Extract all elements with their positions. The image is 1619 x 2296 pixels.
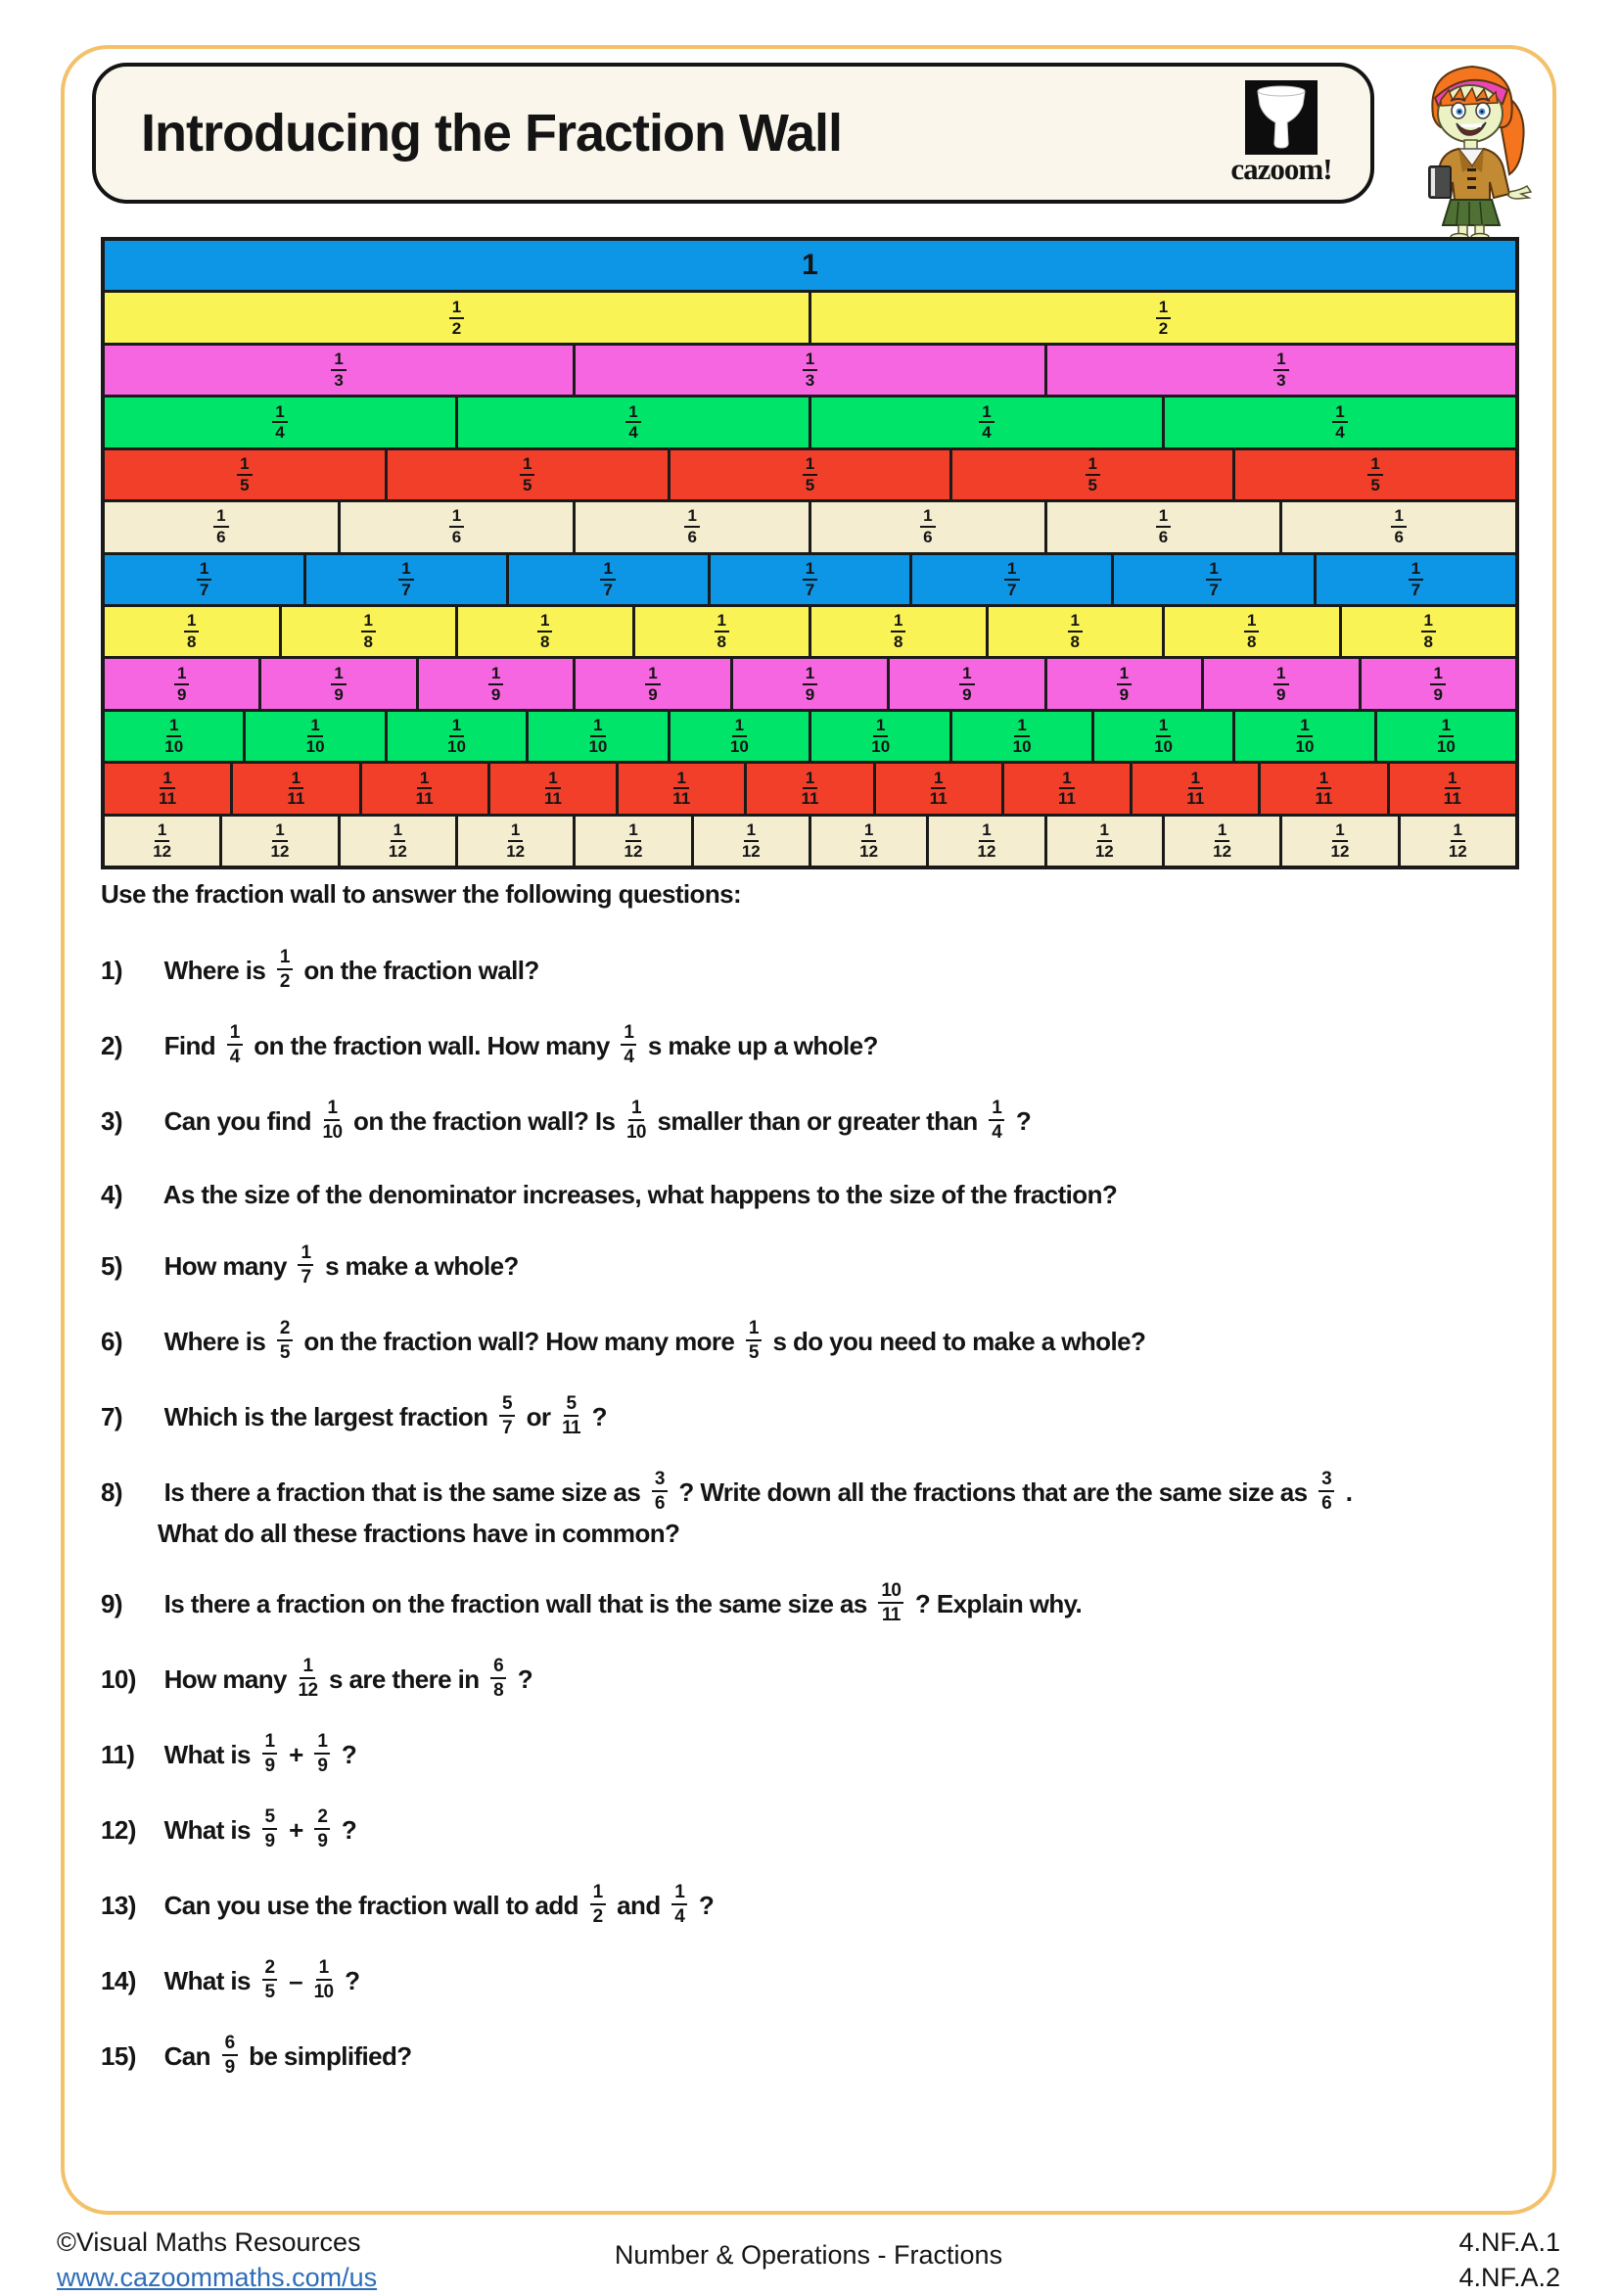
wall-cell: [219, 817, 337, 866]
wall-fraction-label: 1 6: [684, 507, 699, 546]
wall-cell: [809, 817, 926, 866]
wall-cell: [1232, 450, 1515, 499]
wall-fraction-label: 1 11: [543, 768, 562, 809]
wall-fraction-label: 1 6: [1391, 507, 1406, 546]
footer-left: [57, 2225, 478, 2296]
question-number: 5): [101, 1250, 122, 1281]
wall-cell: [691, 817, 809, 866]
wall-fraction-label: 1 10: [871, 716, 891, 756]
wall-cell: [1258, 764, 1386, 813]
wall-fraction-label: 1 8: [715, 612, 729, 651]
inline-fraction: $\frac{1}{10}$: [625, 1098, 646, 1143]
question-number: 9): [101, 1589, 122, 1619]
wall-cell: [385, 712, 526, 761]
wall-row-1-3: [105, 343, 1515, 395]
footer-copyright: ©Visual Maths Resources: [57, 2227, 361, 2257]
wall-fraction-label: 1 4: [1332, 403, 1347, 443]
wall-fraction-label: 1 10: [1295, 716, 1315, 756]
question-number: 7): [101, 1401, 122, 1431]
inline-fraction: $\frac{1}{9}$: [314, 1732, 330, 1775]
wall-cell: [105, 555, 303, 604]
wall-cell: [926, 817, 1043, 866]
wall-cell: [359, 764, 487, 813]
inline-fraction: $\frac{1}{12}$: [298, 1656, 318, 1702]
wall-fraction-label: 1 11: [1315, 768, 1333, 809]
question-item: 8) Is there a fraction that is the same size as $\frac{3}{6}$ ? Write down all the fractions that are the same size as $\frac{3}{6}$ . What do all these fractions have in common?: [101, 1468, 1353, 1548]
question-item: 7) Which is the largest fraction $\frac{5}{7}$ or $\frac{5}{11}$ ?: [101, 1392, 607, 1438]
wall-fraction-label: 1 2: [1156, 299, 1171, 338]
wall-cell: [105, 817, 219, 866]
inline-fraction: $\frac{1}{5}$: [746, 1319, 762, 1362]
question-number: 2): [101, 1030, 122, 1060]
wall-cell: [105, 607, 279, 656]
wall-fraction-label: 1 5: [1367, 455, 1382, 494]
wall-cell: [1279, 502, 1515, 551]
wall-fraction-label: 1 12: [270, 820, 290, 861]
wall-fraction-label: 1 9: [488, 665, 503, 704]
wall-fraction-label: 1 3: [331, 351, 346, 390]
wall-fraction-label: 1 8: [537, 612, 552, 651]
footer-standards: [1139, 2225, 1560, 2296]
wall-cell: [632, 607, 810, 656]
wall-cell: [526, 712, 667, 761]
wall-cell: [573, 659, 729, 708]
question-number: 14): [101, 1966, 136, 1996]
question-number: 6): [101, 1326, 122, 1356]
wall-row-1-4: [105, 395, 1515, 446]
wall-fraction-label: 1 8: [184, 612, 199, 651]
inline-fraction: $\frac{1}{4}$: [671, 1883, 687, 1926]
wall-fraction-label: 1 4: [979, 403, 994, 443]
question-item: 9) Is there a fraction on the fraction wall that is the same size as $\frac{10}{11}$ ? Explain why.: [101, 1580, 1083, 1626]
inline-fraction: $\frac{1}{10}$: [313, 1957, 334, 2003]
wall-cell: [744, 764, 872, 813]
wall-cell: [1387, 764, 1515, 813]
wall-fraction-label: 1 9: [645, 665, 660, 704]
wall-fraction-label: 1 7: [398, 560, 413, 599]
question-number: 4): [101, 1180, 122, 1209]
wall-fraction-label: 1 12: [506, 820, 526, 861]
wall-fraction-label: 1 9: [174, 665, 189, 704]
wall-cell: [1044, 659, 1201, 708]
wall-fraction-label: 1 7: [1206, 560, 1221, 599]
inline-fraction: $\frac{1}{2}$: [277, 948, 293, 991]
inline-fraction: $\frac{1}{9}$: [262, 1732, 278, 1775]
wall-cell: [730, 659, 887, 708]
wall-cell: [279, 607, 456, 656]
wall-cell: [668, 450, 950, 499]
wall-fraction-label: 1 4: [272, 403, 287, 443]
wall-cell: [258, 659, 415, 708]
wall-fraction-label: 1 11: [1058, 768, 1076, 809]
wall-fraction-label: 1 3: [1273, 351, 1288, 390]
wall-cell: [809, 607, 986, 656]
wall-fraction-label: 1 12: [1094, 820, 1114, 861]
wall-fraction-label: 1 12: [1448, 820, 1467, 861]
wall-whole-label: 1: [802, 249, 818, 282]
footer-standard: 4.NF.A.1: [1458, 2227, 1560, 2257]
wall-cell: [1374, 712, 1515, 761]
wall-cell: [416, 659, 573, 708]
wall-row-1-2: [105, 290, 1515, 342]
wall-row-1-9: [105, 656, 1515, 708]
wall-cell: [708, 555, 909, 604]
wall-fraction-label: 1 7: [803, 560, 817, 599]
question-item: 11) What is $\frac{1}{9}$ + $\frac{1}{9}$ ?: [101, 1731, 357, 1777]
wall-cell: [506, 555, 708, 604]
wall-cell: [809, 502, 1044, 551]
wall-fraction-label: 1 11: [1186, 768, 1205, 809]
question-item: 13) Can you use the fraction wall to add $\frac{1}{2}$ and $\frac{1}{4}$ ?: [101, 1882, 715, 1928]
wall-cell: [105, 712, 243, 761]
wall-fraction-label: 1 12: [741, 820, 761, 861]
wall-row-1-8: [105, 604, 1515, 656]
teacher-character-illustration: [1408, 57, 1545, 241]
questions-intro: Use the fraction wall to answer the following questions:: [101, 879, 742, 909]
inline-fraction: $\frac{2}{5}$: [277, 1319, 293, 1362]
question-number: 10): [101, 1664, 136, 1695]
wall-fraction-label: 1 6: [449, 507, 464, 546]
wall-fraction-label: 1 10: [1012, 716, 1032, 756]
footer: [57, 2225, 1560, 2296]
inline-fraction: $\frac{5}{7}$: [499, 1394, 515, 1437]
fraction-wall: [101, 237, 1519, 869]
wall-cell: [1398, 817, 1515, 866]
wall-cell: [230, 764, 358, 813]
footer-standard: 4.NF.A.2: [1458, 2263, 1560, 2293]
question-number: 1): [101, 955, 122, 985]
question-item: 14) What is $\frac{2}{5}$ – $\frac{1}{10}$ ?: [101, 1957, 360, 2003]
wall-fraction-label: 1 9: [331, 665, 346, 704]
wall-fraction-label: 1 9: [1117, 665, 1132, 704]
wall-fraction-label: 1 3: [803, 351, 817, 390]
wall-cell: [809, 398, 1162, 446]
wall-fraction-label: 1 12: [859, 820, 879, 861]
question-item: 4) As the size of the denominator increases, what happens to the size of the fraction?: [101, 1177, 1522, 1214]
wall-fraction-label: 1 11: [159, 768, 177, 809]
inline-fraction: $\frac{1}{4}$: [227, 1023, 243, 1066]
wall-fraction-label: 1 10: [305, 716, 325, 756]
wall-row-whole: [105, 241, 1515, 290]
wall-fraction-label: 1 2: [449, 299, 464, 338]
wall-row-1-6: [105, 499, 1515, 551]
wall-fraction-label: 1 12: [153, 820, 172, 861]
wall-fraction-label: 1 5: [1086, 455, 1100, 494]
wall-cell: [949, 450, 1232, 499]
wall-cell: [873, 764, 1001, 813]
wall-fraction-label: 1 4: [625, 403, 640, 443]
wall-fraction-label: 1 12: [388, 820, 407, 861]
question-item: 12) What is $\frac{5}{9}$ + $\frac{2}{9}$ ?: [101, 1806, 357, 1852]
wall-cell: [455, 398, 809, 446]
wall-cell: [1044, 502, 1280, 551]
wall-fraction-label: 1 10: [1154, 716, 1173, 756]
wall-cell: [105, 293, 809, 342]
wall-cell: [105, 764, 230, 813]
wall-cell: [1314, 555, 1515, 604]
inline-fraction: $\frac{1}{10}$: [322, 1098, 343, 1143]
wall-cell: [616, 764, 744, 813]
wall-fraction-label: 1 5: [520, 455, 534, 494]
wall-fraction-label: 1 7: [1409, 560, 1423, 599]
wall-cell: [243, 712, 384, 761]
wall-cell: [1111, 555, 1313, 604]
cazoom-logo: [1218, 79, 1345, 187]
inline-fraction: $\frac{6}{9}$: [222, 2034, 238, 2077]
wall-fraction-label: 1 11: [929, 768, 948, 809]
wall-cell: [1359, 659, 1515, 708]
wall-fraction-label: 1 10: [447, 716, 466, 756]
wall-cell: [1201, 659, 1358, 708]
drum-icon: [1244, 79, 1318, 156]
wall-fraction-label: 1 8: [1244, 612, 1259, 651]
wall-cell: [1044, 346, 1515, 395]
wall-fraction-label: 1 10: [164, 716, 184, 756]
wall-cell: [105, 659, 258, 708]
wall-cell: [1232, 712, 1373, 761]
footer-website-link[interactable]: www.cazoommaths.com/us: [57, 2263, 378, 2293]
wall-cell: [105, 398, 455, 446]
wall-cell: [1339, 607, 1516, 656]
wall-fraction-label: 1 7: [600, 560, 615, 599]
wall-fraction-label: 1 10: [729, 716, 749, 756]
wall-fraction-label: 1 6: [213, 507, 228, 546]
question-item: 15) Can $\frac{6}{9}$ be simplified?: [101, 2033, 412, 2079]
wall-cell: [573, 817, 690, 866]
question-item: 6) Where is $\frac{2}{5}$ on the fraction wall? How many more $\frac{1}{5}$ s do you need to make a whole?: [101, 1317, 1146, 1363]
wall-fraction-label: 1 12: [977, 820, 996, 861]
wall-cell: [887, 659, 1043, 708]
question-item: 10) How many $\frac{1}{12}$ s are there in $\frac{6}{8}$ ?: [101, 1656, 532, 1702]
page-title: Introducing the Fraction Wall: [141, 104, 842, 163]
wall-cell: [105, 346, 573, 395]
question-item: 5) How many $\frac{1}{7}$ s make a whole?: [101, 1242, 519, 1288]
inline-fraction: $\frac{2}{5}$: [262, 1958, 278, 2001]
wall-cell: [573, 346, 1043, 395]
question-list: [101, 947, 1522, 2080]
wall-row-1-11: [105, 761, 1515, 813]
logo-brand-text: cazoom!: [1230, 152, 1332, 186]
questions-section: [101, 879, 1522, 2112]
wall-fraction-label: 1 9: [803, 665, 817, 704]
question-number: 15): [101, 2041, 136, 2072]
wall-fraction-label: 1 6: [920, 507, 935, 546]
wall-cell: [1279, 817, 1397, 866]
wall-cell: [949, 712, 1090, 761]
wall-fraction-label: 1 11: [801, 768, 819, 809]
wall-cell: [455, 607, 632, 656]
wall-cell: [668, 712, 809, 761]
question-number: 12): [101, 1815, 136, 1846]
wall-cell: [1162, 817, 1279, 866]
wall-row-1-7: [105, 552, 1515, 604]
wall-cell: [909, 555, 1111, 604]
question-item: 2) Find $\frac{1}{4}$ on the fraction wall. How many $\frac{1}{4}$ s make up a whole?: [101, 1022, 878, 1067]
wall-fraction-label: 1 5: [803, 455, 817, 494]
wall-cell: [573, 502, 809, 551]
wall-cell: [105, 241, 1515, 290]
wall-fraction-label: 1 9: [959, 665, 974, 704]
wall-fraction-label: 1 5: [237, 455, 252, 494]
wall-cell: [455, 817, 573, 866]
wall-fraction-label: 1 8: [1421, 612, 1436, 651]
inline-fraction: $\frac{6}{8}$: [490, 1657, 506, 1700]
wall-fraction-label: 1 6: [1156, 507, 1171, 546]
wall-row-1-5: [105, 447, 1515, 499]
wall-cell: [487, 764, 616, 813]
wall-fraction-label: 1 9: [1273, 665, 1288, 704]
inline-fraction: $\frac{1}{7}$: [298, 1243, 313, 1287]
inline-fraction: $\frac{3}{6}$: [652, 1470, 668, 1513]
wall-fraction-label: 1 9: [1430, 665, 1445, 704]
wall-cell: [809, 293, 1515, 342]
wall-fraction-label: 1 10: [1436, 716, 1456, 756]
wall-fraction-label: 1 8: [361, 612, 376, 651]
inline-fraction: $\frac{1}{4}$: [621, 1023, 636, 1066]
question-item: 1) Where is $\frac{1}{2}$ on the fraction wall?: [101, 947, 539, 992]
wall-cell: [105, 450, 385, 499]
question-number: 11): [101, 1740, 135, 1770]
wall-cell: [1091, 712, 1232, 761]
wall-fraction-label: 1 12: [1213, 820, 1232, 861]
wall-cell: [338, 817, 455, 866]
wall-cell: [1130, 764, 1258, 813]
question-number: 3): [101, 1105, 122, 1136]
inline-fraction: $\frac{1}{2}$: [590, 1883, 606, 1926]
footer-category: Number & Operations - Fractions: [614, 2240, 1003, 2270]
wall-cell: [1001, 764, 1130, 813]
inline-fraction: $\frac{10}{11}$: [878, 1581, 903, 1624]
question-number: 13): [101, 1891, 136, 1921]
wall-cell: [303, 555, 505, 604]
inline-fraction: $\frac{5}{11}$: [562, 1392, 580, 1438]
inline-fraction: $\frac{1}{4}$: [989, 1099, 1004, 1142]
wall-fraction-label: 1 8: [891, 612, 905, 651]
wall-fraction-label: 1 11: [672, 768, 691, 809]
question-number: 8): [101, 1476, 122, 1507]
wall-fraction-label: 1 12: [1330, 820, 1350, 861]
wall-fraction-label: 1 12: [624, 820, 643, 861]
inline-fraction: $\frac{3}{6}$: [1318, 1470, 1334, 1513]
wall-cell: [1162, 398, 1515, 446]
question-item: 3) Can you find $\frac{1}{10}$ on the fraction wall? Is $\frac{1}{10}$ smaller than or greater than $\frac{1}{4}$ ?: [101, 1098, 1032, 1143]
wall-cell: [338, 502, 574, 551]
wall-fraction-label: 1 8: [1068, 612, 1083, 651]
wall-fraction-label: 1 7: [1004, 560, 1019, 599]
wall-row-1-12: [105, 814, 1515, 866]
wall-fraction-label: 1 11: [287, 768, 305, 809]
wall-fraction-label: 1 7: [197, 560, 211, 599]
wall-cell: [105, 502, 338, 551]
wall-cell: [385, 450, 668, 499]
inline-fraction: $\frac{2}{9}$: [314, 1807, 330, 1851]
inline-fraction: $\frac{5}{9}$: [262, 1807, 278, 1851]
wall-cell: [1044, 817, 1162, 866]
title-box: [92, 63, 1374, 204]
wall-cell: [1162, 607, 1339, 656]
wall-fraction-label: 1 10: [588, 716, 608, 756]
wall-cell: [986, 607, 1163, 656]
wall-cell: [809, 712, 949, 761]
wall-row-1-10: [105, 709, 1515, 761]
wall-fraction-label: 1 11: [1443, 768, 1461, 809]
wall-fraction-label: 1 11: [415, 768, 434, 809]
